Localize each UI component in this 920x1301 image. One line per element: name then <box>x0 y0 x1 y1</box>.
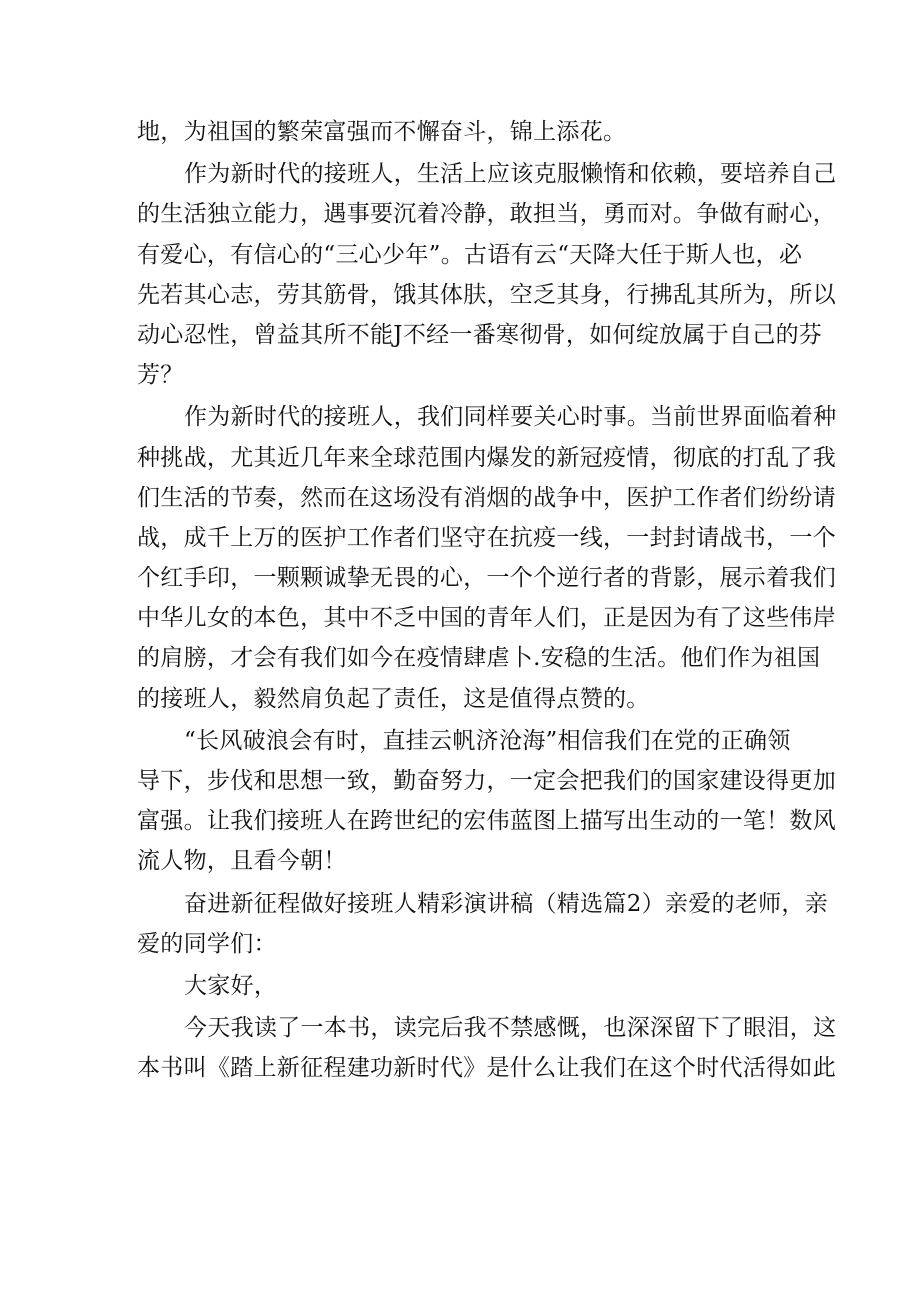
paragraph-5 <box>137 884 829 964</box>
text-line: 的生活独立能力，遇事要沉着冷静，敢担当，勇而对。争做有耐心， <box>137 201 836 228</box>
paragraph-7 <box>137 1008 837 1088</box>
paragraph-3 <box>137 397 837 719</box>
text-line: 的肩膀，才会有我们如今在疫情肆虐卜.安稳的生活。他们作为祖国 <box>137 645 821 672</box>
text-line: 作为新时代的接班人，我们同样要关心时事。当前世界面临着种 <box>184 404 837 431</box>
text-line: 导下，步伐和思想一致，勤奋努力，一定会把我们的国家建设得更加 <box>137 768 836 794</box>
text-line: 地，为祖国的繁荣富强而不懈奋斗，锦上添花。 <box>137 119 627 145</box>
text-line: 今天我读了一本书，读完后我不禁感慨，也深深留下了眼泪，这 <box>184 1015 837 1042</box>
paragraph-1 <box>137 112 787 152</box>
text-line: 动心忍性，曾益其所不能J不经一番寒彻骨，如何绽放属于自己的芬 <box>137 321 823 348</box>
paragraph-4 <box>137 721 836 882</box>
text-line: 个红手印，一颗颗诚挚无畏的心，一个个逆行者的背影，展示着我们 <box>137 565 836 592</box>
text-line: 芳？ <box>137 362 184 389</box>
text-line: 本书叫《踏上新征程建功新时代》是什么让我们在这个时代活得如此 <box>137 1055 836 1082</box>
paragraph-6 <box>137 966 787 1006</box>
text-line: 战，成千上万的医护工作者们坚守在抗疫一线，一封封请战书，一个 <box>137 524 836 551</box>
text-line: 有爱心，有信心的“三心少年”。古语有云“天降大任于斯人也，必 <box>137 241 803 268</box>
text-line: 的接班人，毅然肩负起了责任，这是值得点赞的。 <box>137 685 650 712</box>
text-line: 爱的同学们： <box>137 930 277 957</box>
text-line: 中华儿女的本色，其中不乏中国的青年人们，正是因为有了这些伟岸 <box>137 605 836 632</box>
text-line: 作为新时代的接班人，生活上应该克服懒惰和依赖，要培养自己 <box>184 161 837 188</box>
paragraph-2 <box>137 154 837 395</box>
document-body <box>137 112 837 1089</box>
text-line: 奋进新征程做好接班人精彩演讲稿（精选篇2）亲爱的老师，亲 <box>184 890 829 917</box>
text-line: 种挑战，尤其近几年来全球范围内爆发的新冠疫情，彻底的打乱了我 <box>137 444 836 471</box>
text-line: 流人物，且看今朝！ <box>137 848 347 875</box>
text-line: 富强。让我们接班人在跨世纪的宏伟蓝图上描写出生动的一笔！数风 <box>137 808 836 835</box>
text-line: 大家好， <box>184 972 278 999</box>
text-line: 先若其心志，劳其筋骨，饿其体肤，空乏其身，行拂乱其所为，所以 <box>137 281 836 308</box>
text-line: 们生活的节奏，然而在这场没有消烟的战争中，医护工作者们纷纷请 <box>137 484 836 511</box>
text-line: “长风破浪会有时，直挂云帆济沧海”相信我们在党的正确领 <box>184 727 791 754</box>
